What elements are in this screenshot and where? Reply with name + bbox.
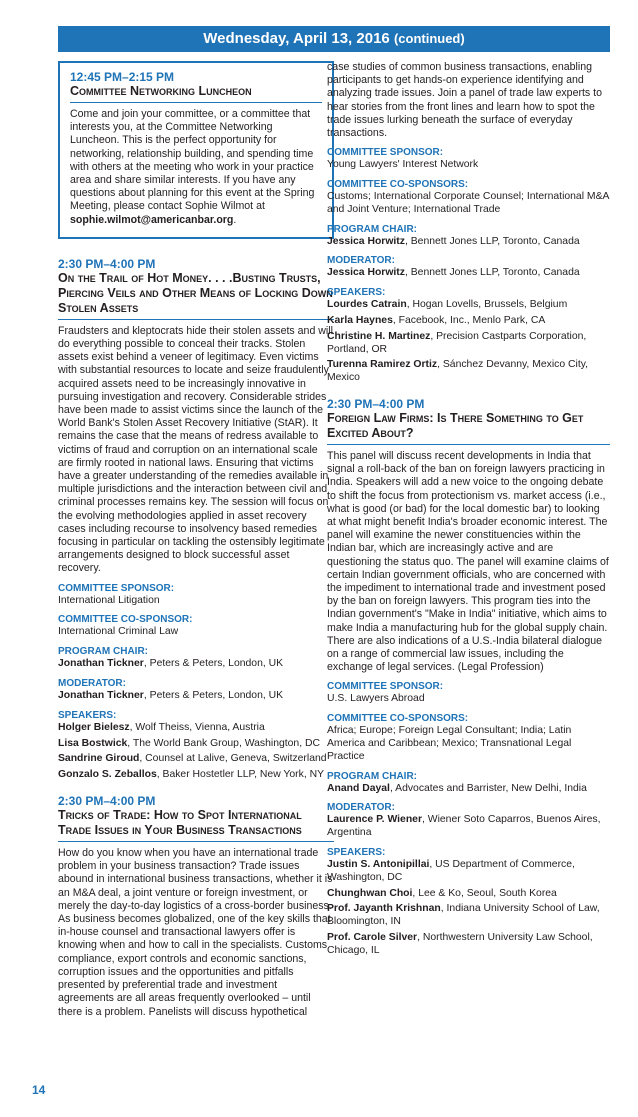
- cosponsor-value: Africa; Europe; Foreign Legal Consultant; India; Latin America and Caribbean; Mexico; Transnational Legal Practice: [327, 725, 572, 762]
- speaker-name: Chunghwan Choi: [327, 887, 413, 899]
- moderator-affiliation: , Wiener Soto Caparros, Buenos Aires, Argentina: [327, 814, 601, 839]
- moderator-name: Laurence P. Wiener: [327, 814, 423, 826]
- session-description: This panel will discuss recent developments in India that signal a roll-back of the ban on foreign lawyers practicing in India. Speakers will add a new voice to the ongoing debate to shift the focus from protectionism vs. market access (i.e., what is good (or bad) for the local domestic bar) to looking at what might benefit India's broader economic interest. The panel will examine the newer constituencies within the Indian bar, which are increasingly active and are questioning the status quo. The panel will examine claims of certain Indian government officials, who are concerned with the impediment to international trade and investment posed by the ban on foreign lawyers. This program ties into the Indian government's "Make in India" initiative, which aims to make India a manufacturing hub for the global supply chain. There are also indications of a U.S.-India bilateral dialogue on a range of commercial law issues, including the exchange of legal services. (Legal Profession): [327, 449, 609, 674]
- speaker-affiliation: , Wolf Theiss, Vienna, Austria: [129, 721, 265, 733]
- moderator-label: MODERATOR:: [58, 678, 126, 690]
- cosponsor-value: International Criminal Law: [58, 626, 179, 638]
- chair-label: PROGRAM CHAIR:: [327, 223, 417, 235]
- chair-affiliation: , Advocates and Barrister, New Delhi, India: [389, 782, 587, 794]
- chair-name: Jonathan Tickner: [58, 658, 144, 670]
- right-column: [327, 61, 610, 970]
- chair-affiliation: , Peters & Peters, London, UK: [143, 658, 284, 670]
- speaker-affiliation: , Baker Hostetler LLP, New York, NY: [156, 769, 325, 781]
- speaker: [327, 359, 610, 385]
- moderator-value: [327, 814, 610, 840]
- chair-value: [327, 236, 610, 249]
- speaker-affiliation: , Sánchez Devanny, Mexico City, Mexico: [327, 359, 589, 384]
- moderator-value: [58, 690, 334, 703]
- session-title: On the Trail of Hot Money. . . .Busting Trusts, Piercing Veils and Other Means of Locking Down Stolen Assets: [58, 271, 334, 320]
- session-time: 2:30 PM–4:00 PM: [58, 794, 156, 809]
- speaker-affiliation: , The World Bank Group, Washington, DC: [127, 737, 320, 749]
- speaker-affiliation: , Lee & Ko, Seoul, South Korea: [412, 887, 557, 899]
- speaker-affiliation: , Northwestern University Law School, Chicago, IL: [327, 932, 593, 956]
- sponsor-value: U.S. Lawyers Abroad: [327, 693, 425, 705]
- luncheon-title: Committee Networking Luncheon: [70, 84, 322, 103]
- speaker: [327, 315, 610, 328]
- moderator-name: Jonathan Tickner: [58, 690, 144, 702]
- speaker-affiliation: , Precision Castparts Corporation, Portland, OR: [327, 330, 587, 355]
- speaker-name: Karla Haynes: [327, 315, 393, 326]
- speakers-label: SPEAKERS:: [58, 709, 117, 721]
- luncheon-body-text: Come and join your committee, or a committee that interests you, at the Committee Networking Luncheon. This is the perfect opportunity for networking, relationship building, and spending time with others at the meeting who work in your practice area and share similar interests. If you have any questions about planning for this event at the Spring Meeting, please contact Sophie Wilmot at: [70, 108, 315, 213]
- session-description: How do you know when you have an international trade problem in your business transaction? Trade issues abound in international business transactions, whether it is an M&A deal, a joint venture or foreign investment, or merely the day-to-day logistics of a cross-border business. As business becomes globalized, one of the key skills that in-house counsel and transactional lawyers offer is knowing when and how to call in the specialists. Customs compliance, export controls and economic sanctions, corruption issues and the opportunities and pitfalls presented by preferential trade and investment agreements are all areas frequently overlooked – until there is a problem. Panelists will discuss hypothetical: [58, 847, 333, 1018]
- moderator-affiliation: , Peters & Peters, London, UK: [143, 690, 284, 702]
- speakers-label: SPEAKERS:: [327, 287, 386, 299]
- sponsor-label: COMMITTEE SPONSOR:: [327, 681, 444, 693]
- speaker: [58, 769, 334, 782]
- session-time: 2:30 PM–4:00 PM: [58, 256, 156, 271]
- chair-value: [327, 783, 610, 796]
- chair-name: Jessica Horwitz: [327, 235, 405, 247]
- session-trade-issues-continued: [327, 61, 610, 385]
- speaker-affiliation: , Hogan Lovells, Brussels, Belgium: [406, 299, 568, 311]
- chair-value: [58, 658, 334, 671]
- speaker: [58, 722, 334, 735]
- luncheon-box: [58, 61, 334, 239]
- sponsor-label: COMMITTEE SPONSOR:: [58, 582, 175, 594]
- speaker-name: Lisa Bostwick: [58, 737, 128, 749]
- session-trade-issues: [58, 794, 334, 1019]
- luncheon-body-end: .: [233, 213, 237, 226]
- speaker-name: Gonzalo S. Zeballos: [58, 769, 157, 781]
- speaker: [327, 903, 610, 929]
- speaker-name: Lourdes Catrain: [327, 299, 407, 311]
- session-description: Fraudsters and kleptocrats hide their stolen assets and will do everything possible to conceal their tracks. Stolen assets exist behind a veneer of legitimacy. Even victims with substantial resources to locate and seize fraudulently acquired assets need to be increasingly innovative in pursuing investigation and recovery. Considerable strides have been made to assist victims since the launch of the World Bank's Stolen Asset Recovery Initiative (StAR). It remains the case that the means of redress available to victims of fraud and corruption on an international scale are firmly rooted in national laws. Ensuring that victims have a greater understanding of the remedies available in multiple jurisdictions and the interaction between civil and criminal processes remains key. The session will focus on the evolving methodologies applied in asset recovery cases including recourse to insolvency based remedies focusing in particular on tackling the ostensibly legitimate arrangements designed to block successful asset recovery.: [58, 324, 333, 575]
- header-date: Wednesday, April 13, 2016: [203, 30, 390, 47]
- luncheon-body: [70, 108, 322, 227]
- speaker-affiliation: , Facebook, Inc., Menlo Park, CA: [392, 315, 546, 326]
- moderator-affiliation: , Bennett Jones LLP, Toronto, Canada: [404, 267, 580, 279]
- contact-email[interactable]: sophie.wilmot@americanbar.org: [70, 213, 234, 226]
- header-continued: (continued): [393, 31, 465, 46]
- cosponsor-label: COMMITTEE CO-SPONSOR:: [58, 614, 193, 626]
- speaker: [327, 331, 610, 357]
- session-title: Foreign Law Firms: Is There Something to Get Excited About?: [327, 411, 610, 445]
- speaker-name: Holger Bielesz: [58, 721, 130, 733]
- speaker-affiliation: , Indiana University School of Law, Bloomington, IN: [327, 903, 600, 928]
- sponsor-value: International Litigation: [58, 594, 160, 606]
- speaker-affiliation: , Counsel at Lalive, Geneva, Switzerland: [139, 753, 327, 765]
- speaker: [58, 738, 334, 751]
- left-column: [58, 61, 334, 1031]
- speaker: [327, 299, 610, 312]
- speaker: [327, 859, 610, 885]
- cosponsor-label: COMMITTEE CO-SPONSORS:: [327, 713, 469, 725]
- chair-label: PROGRAM CHAIR:: [327, 770, 417, 782]
- page-number: 14: [32, 1083, 46, 1097]
- cosponsor-label: COMMITTEE CO-SPONSORS:: [327, 179, 469, 191]
- moderator-value: [327, 267, 610, 280]
- date-header: [58, 26, 610, 52]
- speaker-name: Prof. Jayanth Krishnan: [327, 903, 441, 915]
- session-description-continued: case studies of common business transactions, enabling participants to get hands-on experience identifying and analyzing trade issues. Join a panel of trade law experts to hear stories from the front lines and learn how to spot the trade issues lurking beneath the surface of everyday transactions.: [327, 61, 603, 140]
- session-time: 2:30 PM–4:00 PM: [327, 396, 425, 411]
- speaker-name: Prof. Carole Silver: [327, 932, 418, 943]
- sponsor-value: Young Lawyers' Interest Network: [327, 159, 479, 171]
- speaker: [327, 932, 610, 958]
- speaker-name: Justin S. Antonipillai: [327, 859, 430, 871]
- chair-affiliation: , Bennett Jones LLP, Toronto, Canada: [404, 235, 580, 247]
- moderator-name: Jessica Horwitz: [327, 267, 405, 279]
- speaker-name: Turenna Ramirez Ortiz: [327, 359, 438, 371]
- speaker: [58, 753, 334, 766]
- cosponsor-value: Customs; International Corporate Counsel; International M&A and Joint Venture; International Trade: [327, 191, 609, 215]
- sponsor-label: COMMITTEE SPONSOR:: [327, 147, 444, 159]
- session-stolen-assets: [58, 257, 334, 782]
- chair-name: Anand Dayal: [327, 782, 390, 794]
- moderator-label: MODERATOR:: [327, 255, 395, 267]
- session-foreign-law-firms: [327, 397, 610, 958]
- session-title: Tricks of Trade: How to Spot International Trade Issues in Your Business Transactions: [58, 808, 334, 842]
- speakers-label: SPEAKERS:: [327, 847, 386, 859]
- moderator-label: MODERATOR:: [327, 802, 395, 814]
- speaker-name: Christine H. Martinez: [327, 330, 431, 342]
- speaker-name: Sandrine Giroud: [58, 753, 140, 765]
- speaker-affiliation: , US Department of Commerce, Washington, DC: [327, 859, 575, 883]
- chair-label: PROGRAM CHAIR:: [58, 646, 148, 658]
- luncheon-time: 12:45 PM–2:15 PM: [70, 70, 175, 84]
- speaker: [327, 888, 610, 901]
